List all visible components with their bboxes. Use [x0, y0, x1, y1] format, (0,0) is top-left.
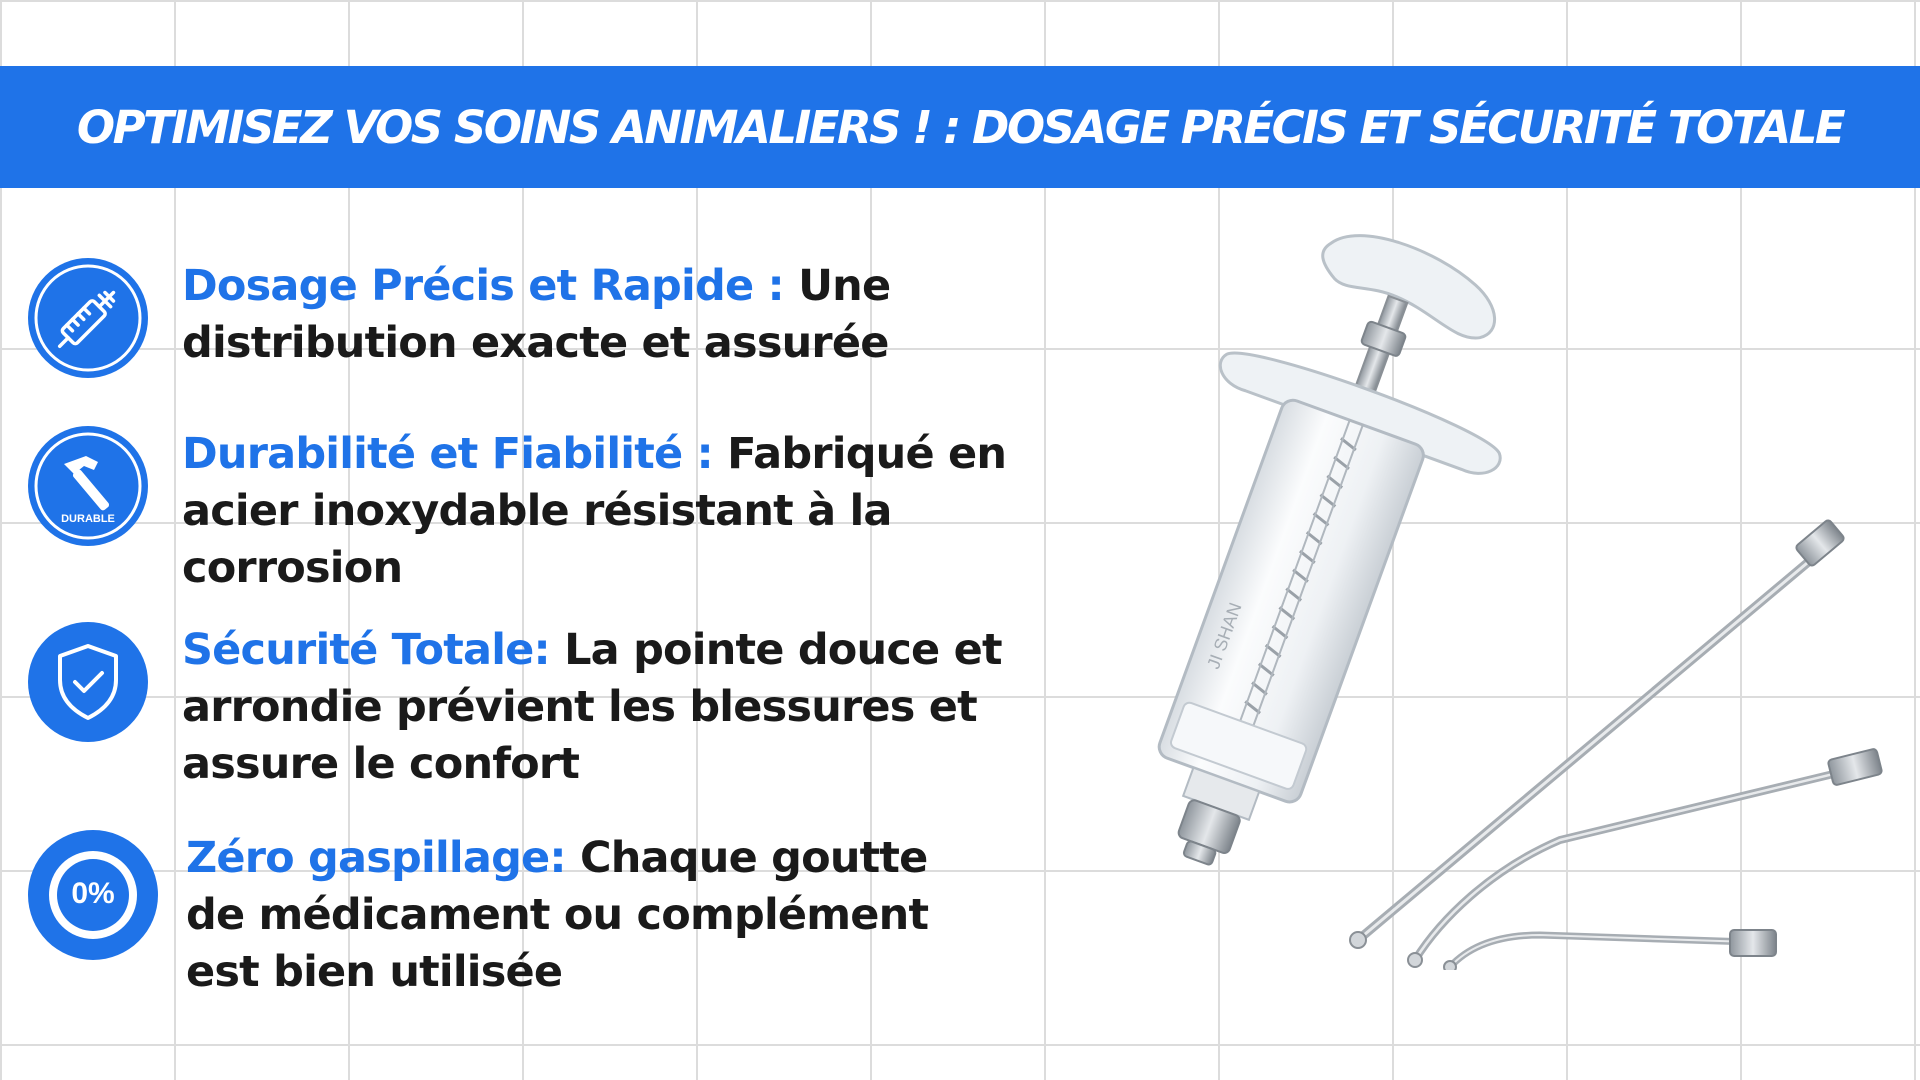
needle-short [1444, 930, 1776, 970]
syringe [1090, 230, 1558, 911]
page-title: OPTIMISEZ VOS SOINS ANIMALIERS ! : DOSAGE PRÉCIS ET SÉCURITÉ TOTALE [76, 100, 1844, 154]
feature-description: Chaque goutte de médicament ou complément est bien utilisée [186, 833, 929, 997]
product-image [1090, 230, 1890, 970]
barrel-brand-text: JI SHAN [1203, 599, 1246, 672]
durable-label: DURABLE [61, 513, 115, 525]
feature-text [182, 258, 1002, 372]
feature-zero-waste [28, 830, 1088, 1001]
header-banner [0, 66, 1920, 188]
needle-curved [1408, 748, 1882, 967]
feature-title: Durabilité et Fiabilité : [182, 429, 728, 479]
feature-security [28, 622, 1088, 793]
feature-dosage [28, 258, 1088, 378]
feature-title: Zéro gaspillage: [186, 833, 580, 883]
feature-description: Fabriqué en acier inoxydable résistant à la corrosion [182, 429, 1007, 593]
feature-title: Dosage Précis et Rapide : [182, 261, 799, 311]
zero-percent-icon [28, 830, 158, 960]
needle-long [1350, 519, 1845, 948]
hammer-icon [28, 426, 148, 546]
feature-description: La pointe douce et arrondie prévient les blessures et assure le confort [182, 625, 1002, 789]
feature-durability [28, 426, 1088, 597]
feature-text [182, 622, 1052, 793]
syringe-icon [28, 258, 148, 378]
zero-percent-label: 0% [71, 877, 115, 910]
feature-title: Sécurité Totale: [182, 625, 565, 675]
feature-text [182, 426, 1052, 597]
shield-check-icon [28, 622, 148, 742]
feature-description: Une distribution exacte et assurée [182, 261, 891, 368]
feature-text [186, 830, 986, 1001]
